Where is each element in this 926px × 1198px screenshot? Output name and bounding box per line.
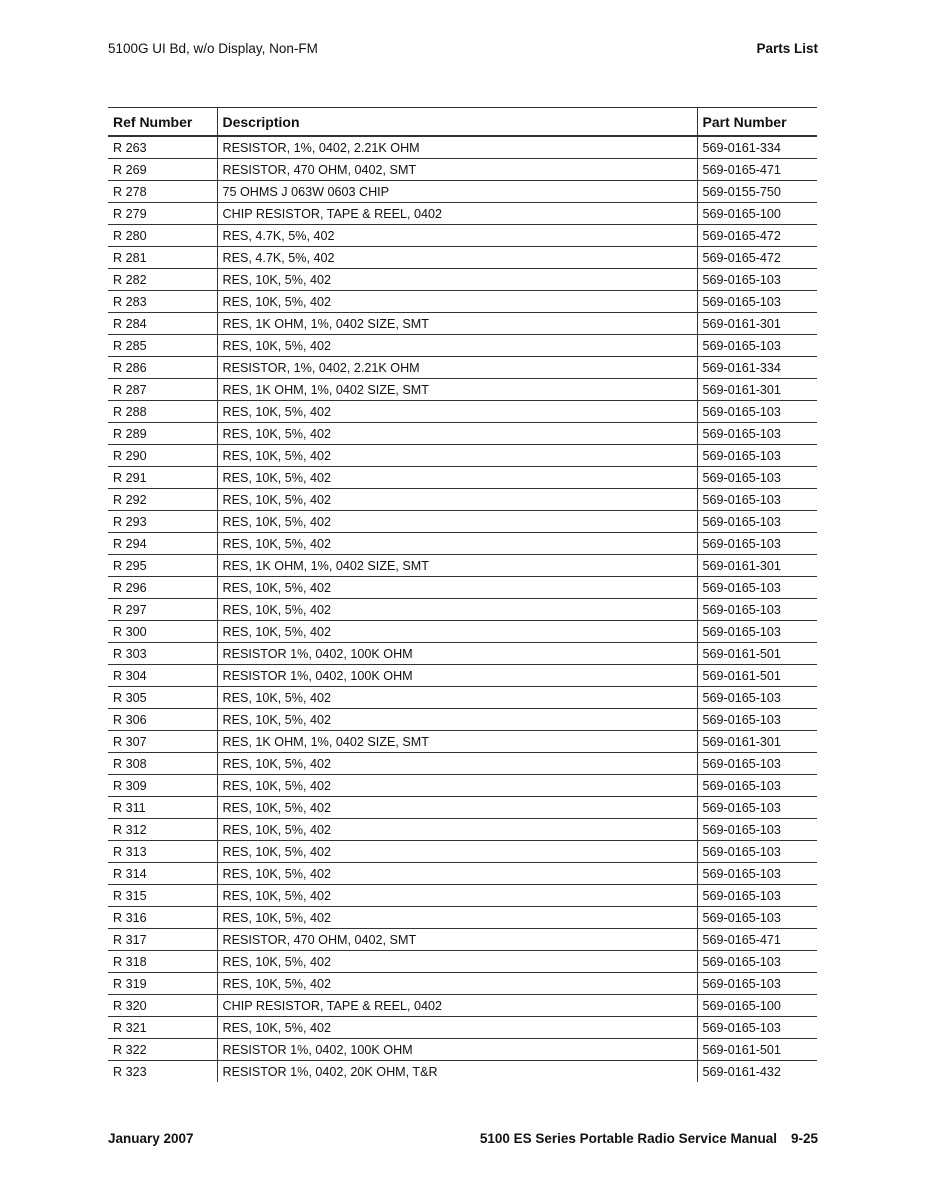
part-number-cell: 569-0155-750 (697, 181, 817, 203)
ref-number-cell: R 280 (108, 225, 217, 247)
table-row (108, 841, 817, 863)
part-number-cell: 569-0161-501 (697, 1039, 817, 1061)
description-cell: RES, 10K, 5%, 402 (217, 489, 697, 511)
description-cell: RES, 10K, 5%, 402 (217, 401, 697, 423)
part-number-cell: 569-0165-472 (697, 247, 817, 269)
description-cell: RES, 10K, 5%, 402 (217, 775, 697, 797)
description-cell: RES, 10K, 5%, 402 (217, 841, 697, 863)
ref-number-cell: R 284 (108, 313, 217, 335)
part-number-cell: 569-0165-103 (697, 687, 817, 709)
description-cell: RESISTOR 1%, 0402, 100K OHM (217, 1039, 697, 1061)
table-row (108, 995, 817, 1017)
table-row (108, 313, 817, 335)
ref-number-cell: R 290 (108, 445, 217, 467)
table-row (108, 819, 817, 841)
table-row (108, 247, 817, 269)
description-cell: RESISTOR 1%, 0402, 100K OHM (217, 665, 697, 687)
table-row (108, 467, 817, 489)
table-row (108, 401, 817, 423)
table-body (108, 136, 817, 1082)
description-cell: RES, 10K, 5%, 402 (217, 863, 697, 885)
description-cell: RES, 10K, 5%, 402 (217, 467, 697, 489)
table-row (108, 643, 817, 665)
ref-number-cell: R 309 (108, 775, 217, 797)
part-number-cell: 569-0165-103 (697, 709, 817, 731)
description-cell: RESISTOR, 470 OHM, 0402, SMT (217, 159, 697, 181)
ref-number-cell: R 317 (108, 929, 217, 951)
ref-number-cell: R 283 (108, 291, 217, 313)
description-cell: RES, 10K, 5%, 402 (217, 621, 697, 643)
description-cell: RESISTOR, 470 OHM, 0402, SMT (217, 929, 697, 951)
part-number-cell: 569-0161-501 (697, 643, 817, 665)
table-row (108, 885, 817, 907)
table-row (108, 423, 817, 445)
part-number-cell: 569-0165-103 (697, 577, 817, 599)
ref-number-cell: R 308 (108, 753, 217, 775)
column-header-description: Description (217, 108, 697, 137)
table-header (108, 108, 817, 137)
ref-number-cell: R 295 (108, 555, 217, 577)
part-number-cell: 569-0161-334 (697, 136, 817, 159)
description-cell: RES, 4.7K, 5%, 402 (217, 225, 697, 247)
description-cell: RES, 1K OHM, 1%, 0402 SIZE, SMT (217, 379, 697, 401)
description-cell: RES, 1K OHM, 1%, 0402 SIZE, SMT (217, 731, 697, 753)
header-page-title: Parts List (756, 41, 818, 56)
part-number-cell: 569-0165-100 (697, 203, 817, 225)
part-number-cell: 569-0165-103 (697, 885, 817, 907)
parts-table (108, 107, 817, 1082)
part-number-cell: 569-0165-103 (697, 445, 817, 467)
part-number-cell: 569-0165-103 (697, 973, 817, 995)
part-number-cell: 569-0165-103 (697, 819, 817, 841)
table-row (108, 797, 817, 819)
part-number-cell: 569-0165-103 (697, 423, 817, 445)
ref-number-cell: R 321 (108, 1017, 217, 1039)
table-row (108, 445, 817, 467)
ref-number-cell: R 313 (108, 841, 217, 863)
description-cell: RES, 10K, 5%, 402 (217, 335, 697, 357)
ref-number-cell: R 281 (108, 247, 217, 269)
header-row (108, 108, 817, 137)
part-number-cell: 569-0161-301 (697, 731, 817, 753)
ref-number-cell: R 263 (108, 136, 217, 159)
table-row (108, 291, 817, 313)
table-row (108, 709, 817, 731)
description-cell: RES, 10K, 5%, 402 (217, 819, 697, 841)
part-number-cell: 569-0165-103 (697, 621, 817, 643)
ref-number-cell: R 315 (108, 885, 217, 907)
table-row (108, 621, 817, 643)
ref-number-cell: R 303 (108, 643, 217, 665)
ref-number-cell: R 293 (108, 511, 217, 533)
part-number-cell: 569-0165-103 (697, 599, 817, 621)
table-row (108, 379, 817, 401)
ref-number-cell: R 314 (108, 863, 217, 885)
part-number-cell: 569-0165-103 (697, 775, 817, 797)
table-row (108, 731, 817, 753)
table-row (108, 951, 817, 973)
part-number-cell: 569-0165-103 (697, 335, 817, 357)
description-cell: RES, 10K, 5%, 402 (217, 533, 697, 555)
description-cell: RES, 10K, 5%, 402 (217, 577, 697, 599)
description-cell: RESISTOR, 1%, 0402, 2.21K OHM (217, 357, 697, 379)
table-row (108, 753, 817, 775)
description-cell: RESISTOR 1%, 0402, 100K OHM (217, 643, 697, 665)
description-cell: RES, 10K, 5%, 402 (217, 907, 697, 929)
table-row (108, 687, 817, 709)
description-cell: RES, 10K, 5%, 402 (217, 885, 697, 907)
column-header-ref-number: Ref Number (108, 108, 217, 137)
table-row (108, 907, 817, 929)
part-number-cell: 569-0165-472 (697, 225, 817, 247)
ref-number-cell: R 286 (108, 357, 217, 379)
ref-number-cell: R 319 (108, 973, 217, 995)
part-number-cell: 569-0165-103 (697, 1017, 817, 1039)
description-cell: RES, 10K, 5%, 402 (217, 291, 697, 313)
part-number-cell: 569-0165-103 (697, 467, 817, 489)
ref-number-cell: R 323 (113, 1064, 147, 1079)
part-number-cell: 569-0165-471 (697, 159, 817, 181)
description-cell: RES, 10K, 5%, 402 (217, 599, 697, 621)
table-row (108, 511, 817, 533)
ref-number-cell: R 288 (108, 401, 217, 423)
ref-number-cell: R 304 (108, 665, 217, 687)
description-cell: RES, 10K, 5%, 402 (217, 753, 697, 775)
ref-number-cell: R 320 (108, 995, 217, 1017)
ref-number-cell: R 312 (108, 819, 217, 841)
ref-number-cell: R 307 (108, 731, 217, 753)
ref-number-cell: R 279 (108, 203, 217, 225)
table-row (108, 269, 817, 291)
table-row (108, 225, 817, 247)
part-number-cell: 569-0161-334 (697, 357, 817, 379)
part-number-cell: 569-0165-103 (697, 797, 817, 819)
description-cell: CHIP RESISTOR, TAPE & REEL, 0402 (217, 995, 697, 1017)
ref-number-cell: R 322 (108, 1039, 217, 1061)
footer-manual-title: 5100 ES Series Portable Radio Service Manual (479, 1131, 777, 1146)
description-cell: CHIP RESISTOR, TAPE & REEL, 0402 (217, 203, 697, 225)
ref-number-cell: R 285 (108, 335, 217, 357)
part-number-cell: 569-0165-103 (697, 269, 817, 291)
table-row (108, 159, 817, 181)
footer-manual-info (480, 1131, 818, 1146)
ref-number-cell: R 289 (108, 423, 217, 445)
header-section-title: 5100G UI Bd, w/o Display, Non-FM (108, 41, 318, 56)
table-row (108, 863, 817, 885)
ref-number-cell: R 311 (108, 797, 217, 819)
table-row (108, 136, 817, 159)
table-row (108, 577, 817, 599)
part-number-cell: 569-0161-432 (697, 1061, 817, 1083)
ref-number-cell: R 292 (108, 489, 217, 511)
description-cell: RES, 10K, 5%, 402 (217, 445, 697, 467)
part-number-cell: 569-0161-301 (697, 313, 817, 335)
description-cell: RES, 10K, 5%, 402 (217, 511, 697, 533)
table-row (108, 929, 817, 951)
part-number-cell: 569-0165-103 (697, 291, 817, 313)
table-row (108, 181, 817, 203)
description-cell: RES, 10K, 5%, 402 (217, 687, 697, 709)
description-cell: RES, 10K, 5%, 402 (217, 1017, 697, 1039)
table-row (108, 203, 817, 225)
part-number-cell: 569-0165-103 (697, 951, 817, 973)
ref-number-cell: R 316 (108, 907, 217, 929)
description-cell: RES, 10K, 5%, 402 (217, 797, 697, 819)
ref-number-cell: R 294 (108, 533, 217, 555)
ref-number-cell: R 287 (108, 379, 217, 401)
ref-number-cell: R 297 (108, 599, 217, 621)
part-number-cell: 569-0165-471 (697, 929, 817, 951)
part-number-cell: 569-0165-103 (697, 841, 817, 863)
ref-number-cell: R 296 (108, 577, 217, 599)
part-number-cell: 569-0161-501 (697, 665, 817, 687)
column-header-part-number: Part Number (697, 108, 817, 137)
part-number-cell: 569-0161-301 (697, 555, 817, 577)
table-row (108, 973, 817, 995)
description-cell: RES, 10K, 5%, 402 (217, 973, 697, 995)
table-row (108, 335, 817, 357)
table-row (108, 1017, 817, 1039)
description-cell: RES, 10K, 5%, 402 (217, 951, 697, 973)
ref-number-cell: R 282 (108, 269, 217, 291)
ref-number-cell: R 305 (108, 687, 217, 709)
table-row (108, 1061, 817, 1083)
part-number-cell: 569-0165-100 (697, 995, 817, 1017)
description-cell: 75 OHMS J 063W 0603 CHIP (217, 181, 697, 203)
footer-page-number: 9-25 (790, 1131, 818, 1146)
table-row (108, 599, 817, 621)
ref-number-cell: R 291 (108, 467, 217, 489)
description-cell: RES, 10K, 5%, 402 (217, 423, 697, 445)
ref-number-cell: R 318 (108, 951, 217, 973)
description-cell: RES, 1K OHM, 1%, 0402 SIZE, SMT (217, 313, 697, 335)
description-cell: RESISTOR 1%, 0402, 20K OHM, T&R (217, 1061, 697, 1083)
table-row (108, 555, 817, 577)
ref-number-cell: R 278 (108, 181, 217, 203)
ref-number-cell: R 300 (108, 621, 217, 643)
part-number-cell: 569-0165-103 (697, 907, 817, 929)
part-number-cell: 569-0165-103 (697, 533, 817, 555)
part-number-cell: 569-0165-103 (697, 753, 817, 775)
description-cell: RES, 10K, 5%, 402 (217, 269, 697, 291)
table-row (108, 357, 817, 379)
ref-number-cell: R 306 (108, 709, 217, 731)
part-number-cell: 569-0161-301 (697, 379, 817, 401)
table-row (108, 665, 817, 687)
part-number-cell: 569-0165-103 (697, 511, 817, 533)
description-cell: RESISTOR, 1%, 0402, 2.21K OHM (217, 136, 697, 159)
footer-date: January 2007 (108, 1131, 194, 1146)
part-number-cell: 569-0165-103 (697, 863, 817, 885)
table-row (108, 533, 817, 555)
ref-number-cell: R 269 (108, 159, 217, 181)
part-number-cell: 569-0165-103 (697, 401, 817, 423)
part-number-cell: 569-0165-103 (697, 489, 817, 511)
description-cell: RES, 10K, 5%, 402 (217, 709, 697, 731)
table-row (108, 775, 817, 797)
description-cell: RES, 1K OHM, 1%, 0402 SIZE, SMT (217, 555, 697, 577)
table-row (108, 489, 817, 511)
table-row (108, 1039, 817, 1061)
description-cell: RES, 4.7K, 5%, 402 (217, 247, 697, 269)
